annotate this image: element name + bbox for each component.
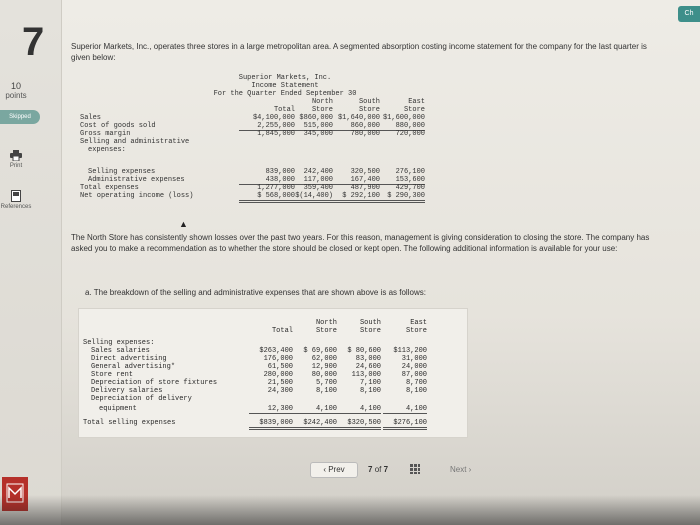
breakdown-header-4-line2: Store	[405, 327, 427, 335]
breakdown-cell: 24,300	[267, 387, 293, 395]
statement-row-label: Selling and administrative	[80, 138, 190, 146]
statement-cell: $(14,400)	[277, 192, 333, 203]
breakdown-header-4-line1: East	[410, 319, 427, 327]
statement-cell: 320,500	[350, 168, 380, 176]
statement-cell: $ 290,300	[369, 192, 425, 203]
breakdown-row-label: Sales salaries	[91, 347, 150, 355]
references-label: References	[0, 204, 32, 210]
question-followup: The North Store has consistently shown losses over the past two years. For this reason, management is giving consideration to closing the store. The company has asked you to make a recommendation as to whether the store should be closed or kept open. The following additional information is available for your use:	[71, 233, 650, 253]
question-intro: Superior Markets, Inc., operates three stores in a large metropolitan area. A segmented absorption costing income statement for the company for the last quarter is given below:	[71, 42, 647, 62]
breakdown-cell: 4,100	[383, 405, 427, 414]
breakdown-cell: 8,100	[315, 387, 337, 395]
breakdown-cell: 24,600	[355, 363, 381, 371]
statement-cell: 880,000	[369, 122, 425, 131]
question-navigation	[310, 462, 510, 478]
statement-header-1-line2: Total	[273, 106, 295, 114]
statement-header-2-line1: North	[311, 98, 333, 106]
breakdown-cell: 62,000	[311, 355, 337, 363]
page-of: of	[374, 465, 382, 474]
page-current: 7	[368, 465, 373, 474]
statement-row-label: Selling expenses	[88, 168, 156, 176]
statement-header-2-line2: Store	[311, 106, 333, 114]
breakdown-cell: 176,000	[263, 355, 293, 363]
breakdown-row-label: Direct advertising	[91, 355, 167, 363]
chapter-tab[interactable]: Ch	[678, 6, 700, 22]
statement-cell: 2,255,000	[239, 122, 295, 131]
print-icon	[10, 150, 22, 161]
breakdown-header-3-line2: Store	[359, 327, 381, 335]
breakdown-row-label: Depreciation of store fixtures	[91, 379, 218, 387]
statement-cell: 438,000	[239, 176, 295, 185]
statement-cell: $ 292,100	[324, 192, 380, 203]
statement-cell: 860,000	[324, 122, 380, 131]
statement-header-3-line2: Store	[358, 106, 380, 114]
references-button[interactable]	[0, 190, 32, 210]
left-rail	[0, 0, 62, 525]
prev-button[interactable]	[310, 462, 358, 478]
breakdown-cell: $839,000	[249, 419, 293, 430]
statement-row-label: Gross margin	[80, 130, 131, 138]
statement-cell: 1,845,000	[257, 130, 295, 138]
statement-row-label: Sales	[80, 114, 102, 122]
grid-icon[interactable]	[410, 464, 420, 474]
statement-header-3-line1: South	[358, 98, 380, 106]
statement-title: Income Statement	[251, 82, 319, 90]
breakdown-cell: 83,000	[355, 355, 381, 363]
points-indicator	[0, 82, 32, 100]
book-icon	[11, 190, 21, 202]
breakdown-cell: $ 80,600	[347, 347, 381, 355]
breakdown-cell: 8,100	[405, 387, 427, 395]
breakdown-cell: 61,500	[267, 363, 293, 371]
breakdown-row-label: Store rent	[91, 371, 134, 379]
statement-cell: 345,000	[303, 130, 333, 138]
statement-cell: 429,700	[395, 184, 425, 192]
statement-company: Superior Markets, Inc.	[238, 74, 332, 82]
statement-cell: $4,100,000	[252, 114, 295, 122]
breakdown-cell: 87,000	[401, 371, 427, 379]
chevron-right-icon: ›	[466, 465, 472, 474]
statement-cell: 487,900	[350, 184, 380, 192]
breakdown-cell: 5,700	[315, 379, 337, 387]
next-label: Next	[450, 465, 467, 474]
page-indicator	[368, 465, 388, 474]
breakdown-cell: 24,000	[401, 363, 427, 371]
statement-cell: 276,100	[395, 168, 425, 176]
breakdown-cell: $ 69,600	[303, 347, 337, 355]
breakdown-cell: 21,500	[267, 379, 293, 387]
next-button[interactable]	[450, 465, 471, 474]
statement-header-4-line1: East	[408, 98, 425, 106]
statement-row-label: Administrative expenses	[88, 176, 185, 184]
statement-cell: 167,400	[324, 176, 380, 185]
statement-row-label: Net operating income (loss)	[80, 192, 194, 200]
statement-cell: 515,000	[277, 122, 333, 131]
statement-cell: 720,000	[395, 130, 425, 138]
breakdown-cell: 280,000	[263, 371, 293, 379]
print-button[interactable]	[0, 150, 32, 169]
statement-cell: 359,400	[303, 184, 333, 192]
selling-expense-breakdown	[78, 308, 468, 438]
statement-cell: 1,277,000	[257, 184, 295, 192]
points-value: 10	[10, 81, 21, 91]
breakdown-cell: 12,300	[249, 405, 293, 414]
statement-cell: $860,000	[299, 114, 333, 122]
mouse-cursor: ▲	[179, 219, 188, 229]
statement-cell: 117,000	[277, 176, 333, 185]
part-a-text: a. The breakdown of the selling and administrative expenses that are shown above is as follows:	[85, 288, 426, 297]
breakdown-header-1-line2: Total	[271, 327, 293, 335]
statement-header-4-line2: Store	[403, 106, 425, 114]
statement-cell: $1,640,000	[337, 114, 380, 122]
statement-row-label: expenses:	[88, 146, 126, 154]
breakdown-cell: $242,400	[293, 419, 337, 430]
statement-period: For the Quarter Ended September 30	[213, 90, 357, 98]
breakdown-header-2-line1: North	[315, 319, 337, 327]
breakdown-cell: 4,100	[337, 405, 381, 414]
chevron-left-icon: ‹	[323, 465, 329, 474]
statement-cell: 153,600	[369, 176, 425, 185]
breakdown-row-label: equipment	[99, 405, 137, 413]
breakdown-cell: 12,900	[311, 363, 337, 371]
statement-cell: 839,000	[265, 168, 295, 176]
statement-cell: 780,000	[350, 130, 380, 138]
breakdown-cell: 8,700	[405, 379, 427, 387]
breakdown-header-2-line2: Store	[315, 327, 337, 335]
prev-label: Prev	[328, 465, 345, 474]
statement-cell: 242,400	[303, 168, 333, 176]
print-label: Print	[9, 163, 23, 169]
breakdown-row-label: Selling expenses:	[83, 339, 155, 347]
status-badge: Skipped	[0, 110, 40, 124]
breakdown-header-3-line1: South	[359, 319, 381, 327]
page-total: 7	[383, 465, 389, 474]
breakdown-cell: 7,100	[359, 379, 381, 387]
breakdown-cell: $113,200	[393, 347, 427, 355]
breakdown-row-label: General advertising*	[91, 363, 176, 371]
breakdown-cell: $263,400	[259, 347, 293, 355]
breakdown-cell: 80,000	[311, 371, 337, 379]
statement-cell: $ 568,000	[239, 192, 295, 203]
breakdown-cell: $320,500	[337, 419, 381, 430]
breakdown-row-label: Depreciation of delivery	[91, 395, 192, 403]
bottom-shadow	[0, 495, 700, 525]
breakdown-row-label: Total selling expenses	[83, 419, 176, 427]
breakdown-cell: 113,000	[351, 371, 381, 379]
statement-row-label: Total expenses	[80, 184, 139, 192]
breakdown-row-label: Delivery salaries	[91, 387, 163, 395]
question-number: 7	[22, 20, 45, 64]
statement-row-label: Cost of goods sold	[80, 122, 156, 130]
breakdown-cell: 8,100	[359, 387, 381, 395]
breakdown-cell: 4,100	[293, 405, 337, 414]
statement-cell: $1,600,000	[382, 114, 425, 122]
breakdown-cell: $276,100	[383, 419, 427, 430]
breakdown-cell: 31,000	[401, 355, 427, 363]
points-label: points	[5, 91, 27, 100]
